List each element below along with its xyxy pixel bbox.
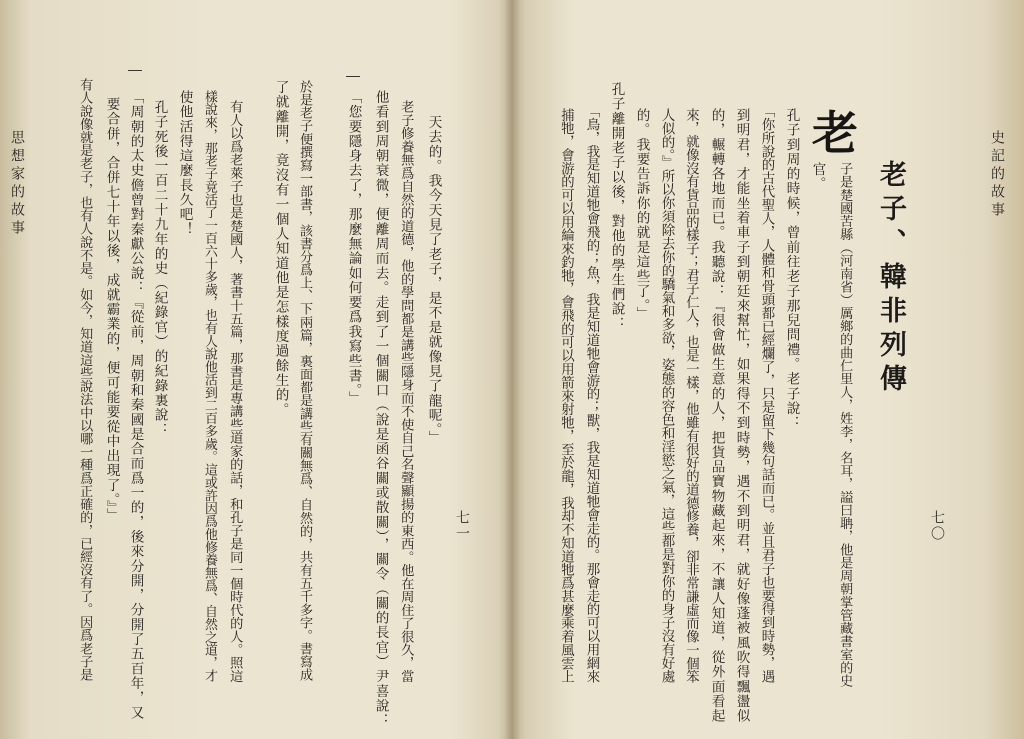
left-col-12: 要合併，合併七十年以後，成就霸業的，便可能要從中出現了。』」 (103, 97, 120, 523)
right-col-7: 來，就像沒有貨品的樣子；君子仁人，也是一樣，他雖有很好的道德修養，卻非常謙虛而像一個笨 (683, 108, 699, 684)
left-col-1: 天去的。我今天見了老子，是不是就像見了龍呢。」 (425, 115, 442, 446)
right-col-4: 「你所說的古代聖人，人體和骨頭都已經爛了，只是留下幾句話而已。並且君子也要得到時勢，遇 (758, 104, 775, 684)
left-running-header: 思想家的故事 (9, 130, 25, 238)
drop-character: 老 (812, 106, 858, 160)
right-col-10: 孔子離開老子以後，對他的學生們說： (608, 82, 625, 332)
right-col-12: 捕牠，會游的可以用綸來釣牠，會飛的可以用箭來射牠，至於龍，我却不知道牠爲甚麼乘着風雲上 (558, 108, 574, 684)
left-col-5: 於是老子便撰寫一部書，該書分爲上、下兩篇，裏面都是講些有關無爲、自然的，共有五千多字。書寫成 (297, 80, 313, 682)
left-col-8: 樣說來，那老子竟活了一百六十多歲，也有人說他活到二百多歲。這或許因爲他修養無爲、自然之道，才 (201, 90, 217, 683)
left-col-10: 孔子死後一百二十九年的史（紀錄官）的紀錄裏說： (151, 100, 168, 437)
right-col-6: 的，輾轉各地而已。我聽說：『很會做生意的人，把貨品寶物藏起來，不讓人知道，從外面看起 (708, 108, 725, 724)
right-col-11: 「鳥，我是知道牠會飛的；魚，我是知道牠會游的；獸，我是知道牠會走的。那會走的可以用網來 (583, 104, 600, 684)
right-running-header: 史記的故事 (989, 130, 1005, 220)
right-col-8: 人似的。』所以你須除去你的驕氣和多欲，姿態的容色和淫慾之氣，這些都是對你的身子沒有好處 (658, 108, 675, 684)
right-col-1: 子是楚國苦縣（河南省）厲鄉的曲仁里人，姓李，名耳，謚曰聃，他是周朝掌管藏書室的史 (837, 162, 853, 688)
right-col-2: 官。 (809, 162, 826, 192)
left-col-9: 使他活得這麼長久吧！ (176, 90, 193, 237)
section-divider (128, 70, 142, 71)
section-divider (346, 76, 360, 77)
left-col-4: 「您要隱身去了，那麼無論如何要爲我寫些書。」 (345, 90, 362, 406)
chapter-title: 老子、韓非列傳 (875, 160, 906, 398)
right-col-9: 的。我要告訴你的就是這些了。」 (633, 108, 650, 321)
left-col-6: 了就離開，竟沒有一個人知道他是怎樣度過餘生的。 (272, 80, 289, 417)
right-col-5: 到明君，才能坐着車子到朝廷來幫忙，如果得不到時勢，遇不到明君，就好像蓬被風吹得飄盪似 (733, 108, 750, 724)
right-page-number: 七〇 (929, 510, 945, 542)
left-col-2: 老子修養無爲自然的道德，他的學問都是講些隱身而不使自己名聲顯揚的東西。他在周住了很久，當 (398, 100, 414, 683)
left-col-11: 「周朝的太史儋曾對秦獻公說：『從前，周朝和秦國是合而爲一的，後來分開，分開了五百年，又 (127, 90, 144, 720)
right-col-3: 孔子到周的時候，曾前往老子那兒問禮。老子說： (783, 108, 800, 431)
right-page (512, 0, 1024, 739)
left-col-13: 有人說像就是老子，也有人說不是。如今，知道這些說法中以哪一種爲正確的，已經沒有了。因爲老子是 (77, 78, 93, 682)
left-col-3: 他看到周朝衰微，便離周而去。走到了一個關口（說是函谷關或散關），關令（關的長官）尹喜說： (372, 90, 389, 728)
left-page-number: 七一 (454, 510, 470, 542)
left-col-7: 有人以爲老萊子也是楚國人，著書十五篇，那書是專講些道家的話，和孔子是同一個時代的人。照這 (227, 100, 243, 683)
